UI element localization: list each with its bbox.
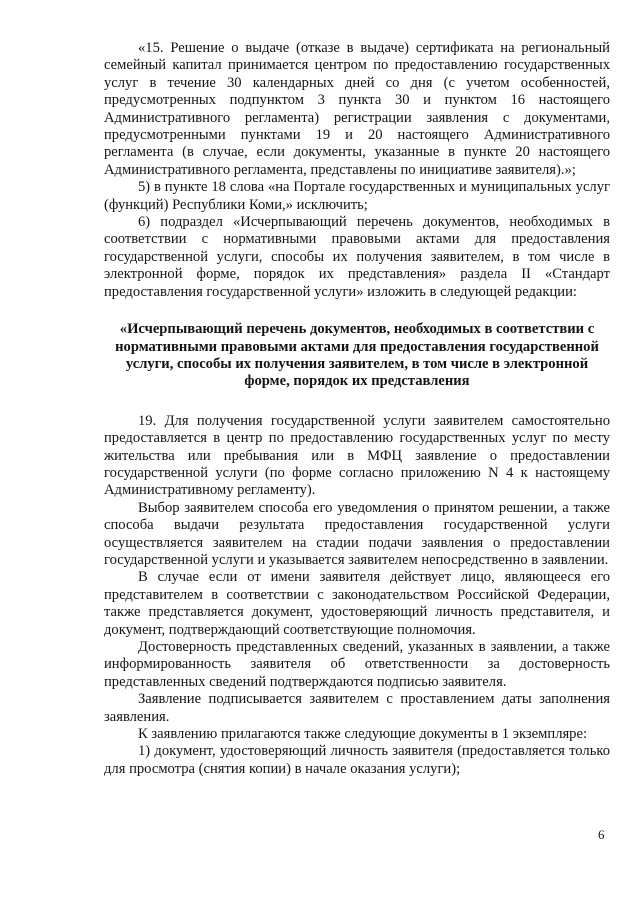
paragraph-representative: В случае если от имени заявителя действует лицо, являющееся его представителем в соответствии с законодательством Российской Федерации, также представляется документ, удостоверяющий личность представителя, и документ, подтверждающий соответствующие полномочия.	[104, 569, 610, 638]
document-body	[104, 40, 610, 778]
paragraph-item-15: «15. Решение о выдаче (отказе в выдаче) сертификата на региональный семейный капитал принимается центром по предоставлению государственных услуг в течение 30 календарных дней со дня (с учетом особенностей, предусмотренных подпунктом 3 пункта 30 и пунктом 16 настоящего Административного регламента) регистрации заявления с документами, предусмотренными пунктами 19 и 20 настоящего Административного регламента (в случае, если документы, указанные в пункте 20 настоящего Административного регламента, представлены по инициативе заявителя).»;	[104, 40, 610, 178]
paragraph-notification-choice: Выбор заявителем способа его уведомления о принятом решении, а также способа выдачи результата предоставления государственной услуги осуществляется заявителем на стадии подачи заявления о предоставлении государственной услуги и указывается заявителем непосредственно в заявлении.	[104, 499, 610, 568]
paragraph-list-item-1: 1) документ, удостоверяющий личность заявителя (предоставляется только для просмотра (снятия копии) в начале оказания услуги);	[104, 743, 610, 777]
section-heading: «Исчерпывающий перечень документов, необходимых в соответствии с нормативными правовыми актами для предоставления государственной услуги, способы их получения заявителем, в том числе в электронной форме, порядок их представления	[115, 321, 599, 390]
paragraph-amendment-5: 5) в пункте 18 слова «на Портале государственных и муниципальных услуг (функций) Республики Коми,» исключить;	[104, 179, 610, 213]
paragraph-item-19: 19. Для получения государственной услуги заявителем самостоятельно предоставляется в центр по предоставлению государственных услуг по месту жительства или пребывания или в МФЦ заявление о предоставлении государственной услуги (по форме согласно приложению N 4 к настоящему Административному регламенту).	[104, 412, 610, 499]
paragraph-amendment-6: 6) подраздел «Исчерпывающий перечень документов, необходимых в соответствии с нормативными правовыми актами для предоставления государственной услуги, способы их получения заявителем, в том числе в электронной форме, порядок их представления» раздела II «Стандарт предоставления государственной услуги» изложить в следующей редакции:	[104, 214, 610, 300]
paragraph-signature: Заявление подписывается заявителем с проставлением даты заполнения заявления.	[104, 691, 610, 725]
paragraph-attachments: К заявлению прилагаются также следующие документы в 1 экземпляре:	[138, 726, 588, 743]
page-number: 6	[598, 827, 605, 842]
paragraph-reliability: Достоверность представленных сведений, указанных в заявлении, а также информированность заявителя об ответственности за достоверность представленных сведений подтверждаются подписью заявителя.	[104, 639, 610, 690]
